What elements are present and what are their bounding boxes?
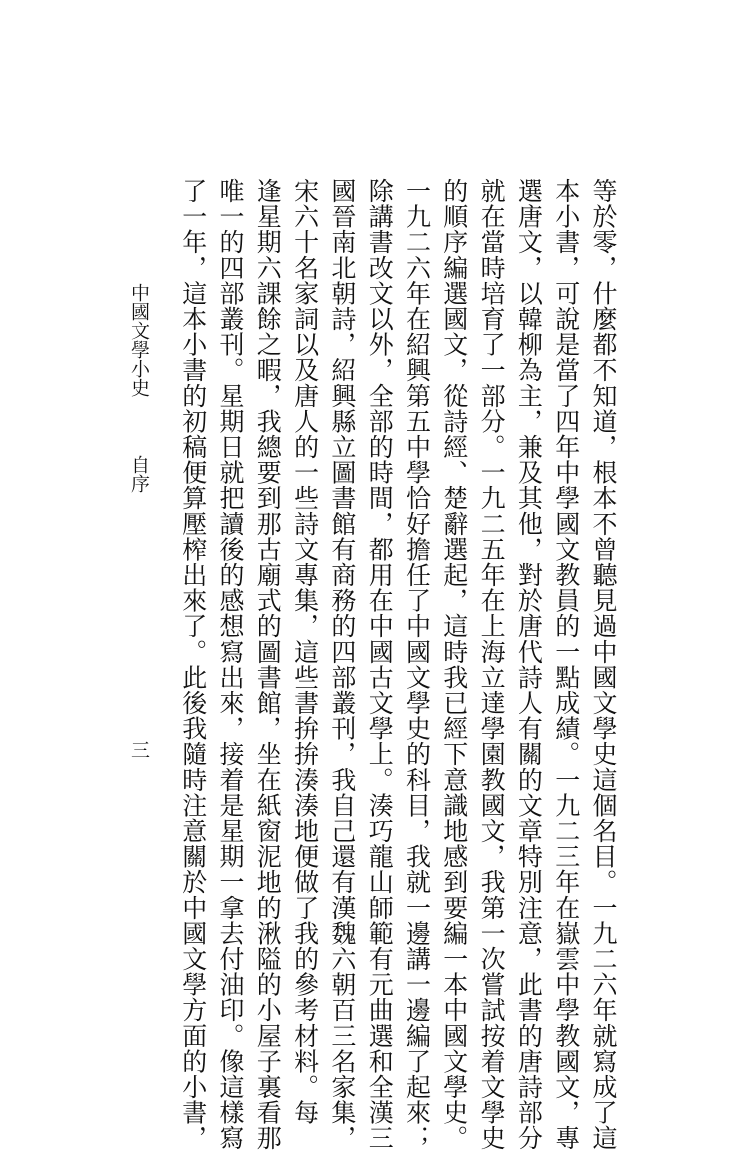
text-column-9: 宋六十名家詞以及唐人的一些詩文專集，這些書拚拚湊湊地便做了我的參考材料。每 [290, 178, 320, 1126]
text-column-10: 逢星期六課餘之暇，我總要到那古廟式的圖書館，坐在紙窗泥地的湫隘的小屋子裏看那 [253, 178, 283, 1151]
page-number: 三 [128, 740, 150, 759]
text-column-11: 唯一的四部叢刊。星期日就把讀後的感想寫出來，接着是星期一拿去付油印。像這樣寫 [216, 178, 245, 1151]
text-column-3: 選唐文，以韓柳為主，兼及其他，對於唐代詩人有關的文章特別注意，此書的唐詩部分 [514, 178, 544, 1151]
text-column-4: 就在當時培育了一部分。一九二五年在上海立達學園教國文，我第一次嘗試按着文學史 [477, 178, 507, 1151]
text-column-12: 了一年，這本小書的初稿便算壓榨出來了。此後我隨時注意關於中國文學方面的小書， [178, 178, 208, 1151]
text-column-7: 除講書改文以外，全部的時間，都用在中國古文學上。湊巧龍山師範有元曲選和全漢三 [365, 178, 395, 1151]
text-column-1: 等於零，什麼都不知道，根本不曾聽見過中國文學史這個名目。一九二六年就寫成了這 [589, 178, 618, 1151]
text-column-8: 國晉南北朝詩，紹興縣立圖書館有商務的四部叢刊，我自己還有漢魏六朝百三名家集， [327, 178, 357, 1151]
text-column-6: 一九二六年在紹興第五中學恰好擔任了中國文學史的科目，我就一邊講一邊編了起來； [402, 178, 432, 1151]
text-column-5: 的順序編選國文，從詩經、楚辭選起，這時我已經下意識地感到要編一本中國文學史。 [439, 178, 469, 1151]
running-head-book-title: 中國文學小史 [128, 283, 150, 397]
running-head-section: 自序 [128, 455, 150, 493]
text-column-2: 本小書，可說是當了四年中學國文教員的一點成績。一九二三年在嶽雲中學教國文，專 [551, 178, 581, 1151]
